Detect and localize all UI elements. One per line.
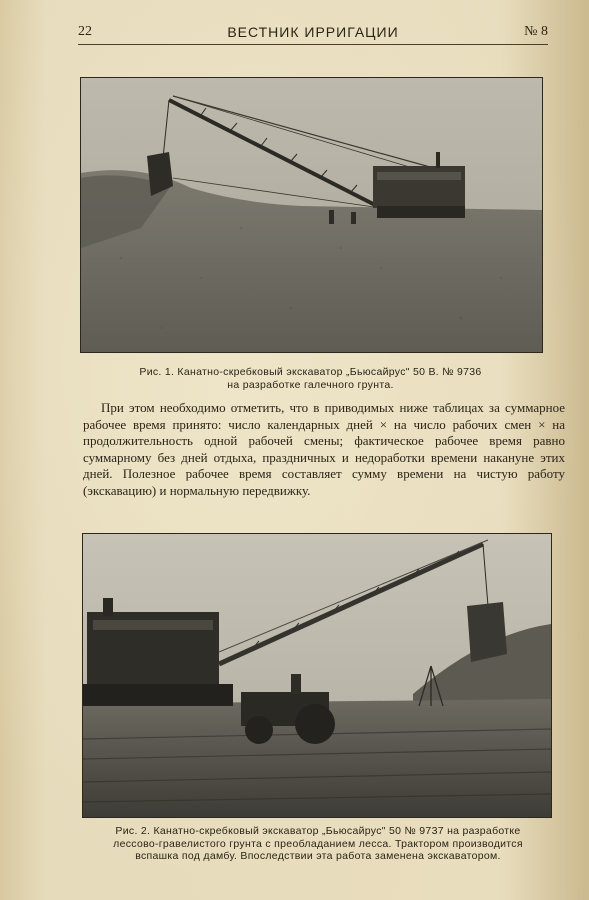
figure-1-caption-line-2: на разработке галечного грунта. [227, 378, 394, 391]
figure-2-caption-line-1: Рис. 2. Канатно-скребковый экскаватор „Бьюсайрус" 50 № 9737 на разработке [115, 825, 521, 837]
figure-2-caption-line-2: лессово-гравелистого грунта с преобладанием лесса. Трактором производится [113, 837, 523, 850]
figure-1-caption-line-1: Рис. 1. Канатно-скребковый экскаватор „Бьюсайрус" 50 В. № 9736 [139, 366, 482, 378]
figure-1-caption [80, 366, 541, 391]
figure-1-photo [80, 77, 543, 353]
page-number: 22 [78, 24, 92, 39]
excavator-photo-1 [81, 78, 542, 352]
body-text [83, 400, 565, 499]
excavator-photo-2 [83, 534, 551, 817]
figure-2-caption [76, 825, 560, 863]
figure-2-photo [82, 533, 552, 818]
journal-title: ВЕСТНИК ИРРИГАЦИИ [227, 24, 399, 40]
issue-number: № 8 [524, 24, 548, 39]
body-paragraph: При этом необходимо отметить, что в приводимых ниже таблицах за суммарное рабочее время принято: число календарных дней × на число рабочих смен × на продолжительность одной рабочей смены; фактическое рабочее время равно суммарному без дней отдыха, праздничных и недоработки времени накануне этих дней. Полезное рабочее время составляет сумму времени на чистую работу (экскавацию) и нормальную передвижку. [83, 400, 565, 498]
running-header [78, 22, 548, 45]
figure-2-caption-line-3: вспашка под дамбу. Впоследствии эта работа заменена экскаватором. [135, 850, 501, 862]
